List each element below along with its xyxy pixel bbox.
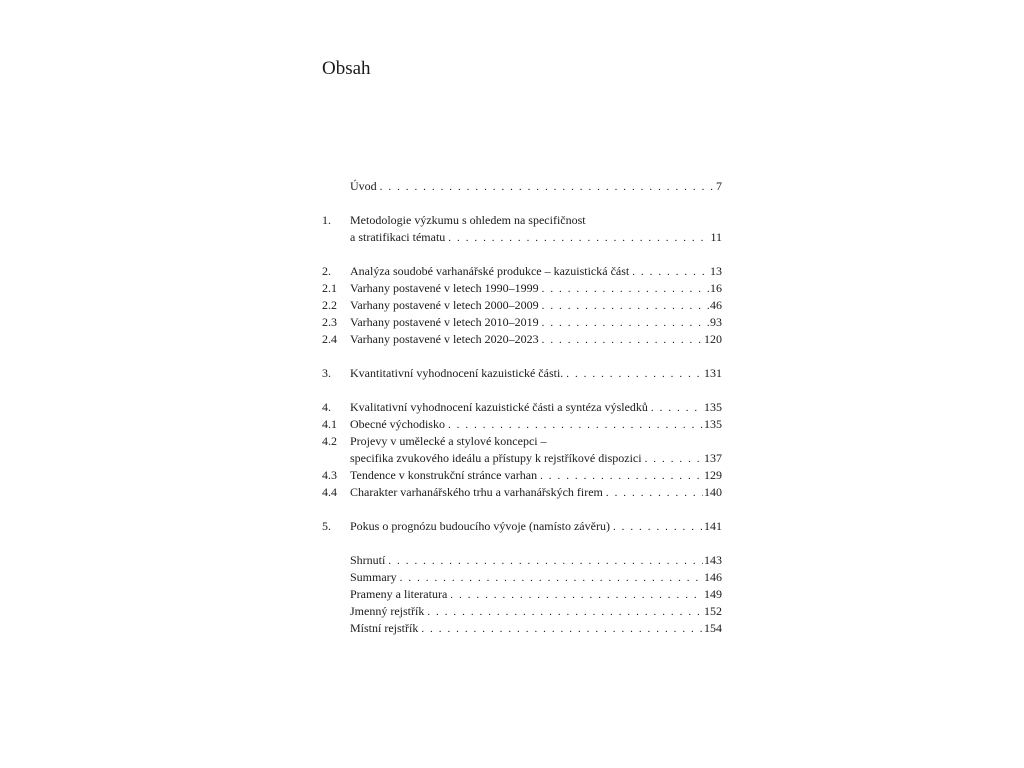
toc-entry-title: Analýza soudobé varhanářské produkce – kazuistická část	[350, 264, 630, 278]
toc-leader-dots	[542, 281, 709, 298]
toc-entry-page: 137	[704, 451, 722, 465]
page-title: Obsah	[322, 58, 371, 79]
toc-entry-page: 129	[704, 468, 722, 482]
toc-entry-title: Obecné východisko	[350, 417, 445, 431]
toc-spacer	[322, 382, 722, 399]
toc-entry-page: 120	[704, 332, 722, 346]
toc-entry-number: 2.	[322, 264, 331, 278]
toc-entry-page: 149	[704, 587, 722, 601]
toc-entry-title: Úvod	[350, 179, 377, 193]
toc-entry[interactable]	[322, 314, 722, 331]
toc-entry-page: 16	[710, 281, 722, 295]
toc-entry-number: 2.3	[322, 315, 337, 329]
toc-entry[interactable]	[322, 263, 722, 280]
toc-entry[interactable]	[322, 552, 722, 569]
toc-entry-title: Shrnutí	[350, 553, 386, 567]
toc-entry-title: Charakter varhanářského trhu a varhanářských firem	[350, 485, 603, 499]
toc-entry-title: Varhany postavené v letech 2010–2019	[350, 315, 539, 329]
toc-leader-dots	[448, 230, 709, 247]
toc-leader-dots	[566, 366, 703, 383]
toc-entry-number: 2.4	[322, 332, 337, 346]
toc-entry-title: Summary	[350, 570, 397, 584]
toc-entry-page: 13	[710, 264, 722, 278]
toc-entry[interactable]	[322, 416, 722, 433]
toc-spacer	[322, 535, 722, 552]
toc-entry-page: 135	[704, 417, 722, 431]
toc-leader-dots	[380, 179, 715, 196]
toc-entry-title: a stratifikaci tématu	[350, 230, 446, 244]
toc-leader-dots	[645, 451, 703, 468]
toc-entry-title: Kvantitativní vyhodnocení kazuistické části.	[350, 366, 564, 380]
toc-entry-title: Varhany postavené v letech 2000–2009	[350, 298, 539, 312]
toc-entry-page: 131	[704, 366, 722, 380]
toc-entry-number: 2.2	[322, 298, 337, 312]
toc-entry-title: specifika zvukového ideálu a přístupy k rejstříkové dispozici	[350, 451, 642, 465]
table-of-contents	[322, 178, 722, 637]
toc-entry[interactable]	[322, 620, 722, 637]
toc-entry-number: 2.1	[322, 281, 337, 295]
toc-leader-dots	[651, 400, 703, 417]
toc-entry-title: Pokus o prognózu budoucího vývoje (namísto závěru)	[350, 519, 610, 533]
toc-entry-number: 4.	[322, 400, 331, 414]
toc-entry[interactable]	[322, 280, 722, 297]
toc-leader-dots	[450, 587, 703, 604]
toc-entry-page: 11	[710, 230, 722, 244]
toc-spacer	[322, 501, 722, 518]
toc-entry-number: 5.	[322, 519, 331, 533]
toc-entry-number: 4.2	[322, 434, 337, 448]
toc-entry-page: 135	[704, 400, 722, 414]
toc-entry[interactable]	[322, 467, 722, 484]
toc-entry-number: 4.3	[322, 468, 337, 482]
toc-leader-dots	[540, 468, 703, 485]
toc-entry-title: Varhany postavené v letech 1990–1999	[350, 281, 539, 295]
toc-entry[interactable]	[322, 433, 722, 450]
toc-entry[interactable]	[322, 569, 722, 586]
toc-entry-title: Metodologie výzkumu s ohledem na specifičnost	[350, 213, 586, 227]
toc-entry-number: 3.	[322, 366, 331, 380]
toc-entry[interactable]	[322, 399, 722, 416]
toc-entry[interactable]	[322, 212, 722, 229]
toc-entry-title: Jmenný rejstřík	[350, 604, 425, 618]
toc-spacer	[322, 195, 722, 212]
toc-entry-title: Kvalitativní vyhodnocení kazuistické části a syntéza výsledků	[350, 400, 648, 414]
toc-entry-page: 141	[704, 519, 722, 533]
toc-leader-dots	[632, 264, 709, 281]
toc-entry-page: 146	[704, 570, 722, 584]
toc-leader-dots	[613, 519, 703, 536]
toc-leader-dots	[542, 298, 709, 315]
toc-leader-dots	[388, 553, 703, 570]
toc-spacer	[322, 246, 722, 263]
toc-entry-title: Projevy v umělecké a stylové koncepci –	[350, 434, 547, 448]
toc-entry-title: Místní rejstřík	[350, 621, 419, 635]
toc-entry-title: Prameny a literatura	[350, 587, 448, 601]
toc-entry-page: 152	[704, 604, 722, 618]
toc-leader-dots	[400, 570, 703, 587]
toc-leader-dots	[448, 417, 703, 434]
toc-entry-page: 143	[704, 553, 722, 567]
toc-entry-page: 46	[710, 298, 722, 312]
toc-entry-number: 1.	[322, 213, 331, 227]
toc-entry[interactable]	[322, 518, 722, 535]
toc-entry-number: 4.1	[322, 417, 337, 431]
toc-entry[interactable]	[322, 331, 722, 348]
toc-leader-dots	[427, 604, 703, 621]
toc-entry-page: 140	[704, 485, 722, 499]
toc-entry-title: Tendence v konstrukční stránce varhan	[350, 468, 538, 482]
toc-leader-dots	[421, 621, 703, 638]
toc-entry-page: 7	[716, 179, 722, 193]
toc-spacer	[322, 348, 722, 365]
toc-entry[interactable]	[322, 586, 722, 603]
toc-leader-dots	[542, 315, 709, 332]
toc-entry[interactable]	[322, 297, 722, 314]
toc-entry[interactable]	[322, 178, 722, 195]
toc-entry-page: 93	[710, 315, 722, 329]
toc-entry-title: Varhany postavené v letech 2020–2023	[350, 332, 539, 346]
toc-entry-page: 154	[704, 621, 722, 635]
toc-entry[interactable]	[322, 603, 722, 620]
toc-entry[interactable]	[322, 484, 722, 501]
toc-leader-dots	[542, 332, 703, 349]
toc-entry[interactable]	[322, 229, 722, 246]
toc-entry-number: 4.4	[322, 485, 337, 499]
toc-entry[interactable]	[322, 365, 722, 382]
toc-entry[interactable]	[322, 450, 722, 467]
toc-leader-dots	[606, 485, 703, 502]
